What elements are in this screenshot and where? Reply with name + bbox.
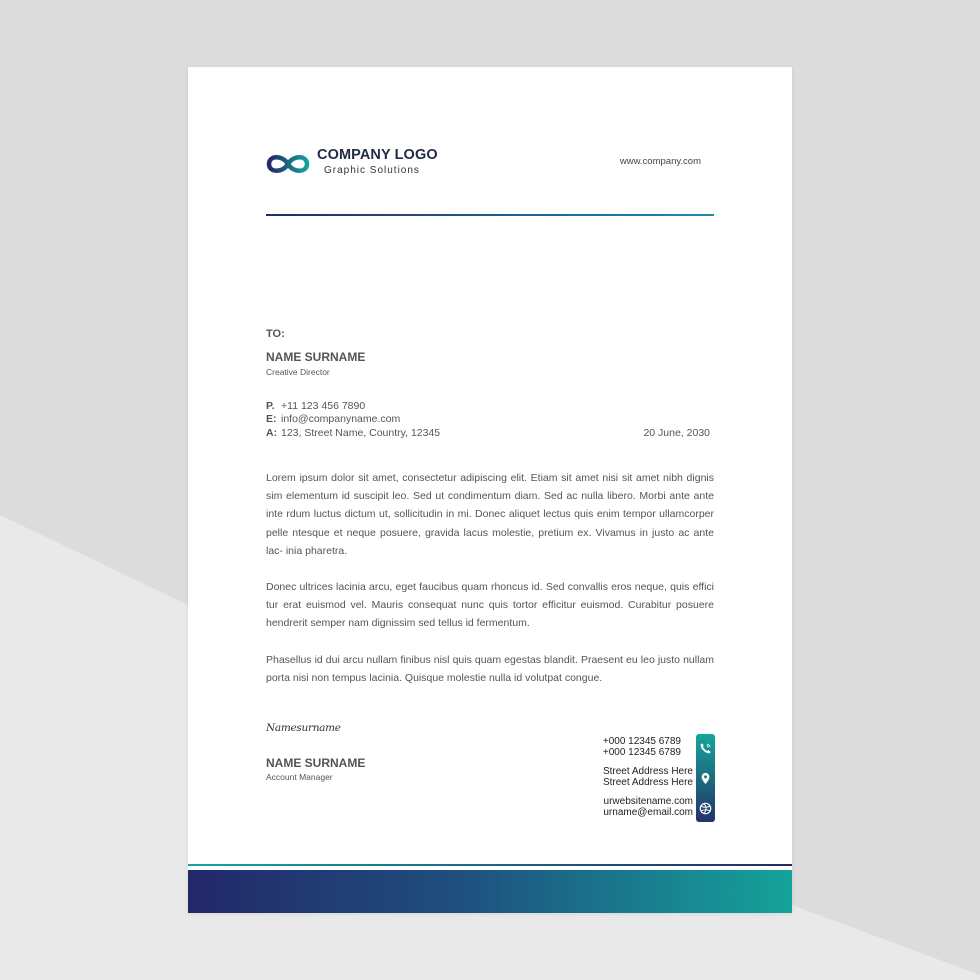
signer-name: NAME SURNAME (266, 756, 366, 770)
phone-icon (699, 742, 712, 755)
letter-date: 20 June, 2030 (643, 427, 710, 439)
body-paragraph: Lorem ipsum dolor sit amet, consectetur adipiscing elit. Etiam sit amet nisi sit amet nibh dignis sim elementum id suscipit leo. Sed ut condimentum diam. Sed ac nulla libero. Morbi ante ante inte rdum luctus dictum ut, sollicitudin in mi. Donec aliquet lectus quis enim tempor ullamcorper pelle ntesque et neque posuere, gravida lacus molestie, pretium ex. Vivamus in justo ac ante lac- inia pharetra. (266, 472, 714, 557)
location-pin-icon (699, 772, 712, 785)
footer-divider (188, 864, 792, 866)
body-paragraph: Donec ultrices lacinia arcu, eget faucibus quam rhoncus id. Sed convallis eros neque, quis effici tur erat euismod vel. Mauris consequat nunc quis tortor efficitur euismod. Curabitur posuere hendrerit semper nam dignissim sed tellus id fermentum. (266, 581, 714, 630)
recipient-phone: +11 123 456 7890 (281, 400, 366, 412)
to-label: TO: (266, 328, 285, 340)
handwritten-signature: Namesurname (266, 722, 341, 734)
header-website: www.company.com (619, 156, 701, 167)
globe-icon (699, 802, 712, 815)
body-paragraph: Phasellus id dui arcu nullam finibus nisl quis quam egestas blandit. Praesent eu leo justo nullam porta nisi non tempus lacinia. Quisque molestie nulla id volutpat congue. (266, 654, 714, 685)
recipient-role: Creative Director (266, 367, 330, 377)
infinity-logo-icon (265, 149, 311, 179)
footer-address: Street Address Here (602, 766, 693, 777)
signer-role: Account Manager (266, 772, 333, 782)
email-label: E: (266, 413, 277, 425)
contact-icon-bar (696, 734, 715, 822)
company-tagline: Graphic Solutions (324, 165, 420, 176)
footer-phone: +000 12345 6789 (602, 736, 681, 747)
footer-gradient-band (188, 870, 792, 913)
recipient-email: info@companyname.com (281, 413, 401, 425)
recipient-address: 123, Street Name, Country, 12345 (281, 427, 441, 439)
footer-address: Street Address Here (602, 777, 693, 788)
footer-phone: +000 12345 6789 (602, 747, 681, 758)
recipient-email-line (266, 413, 400, 425)
phone-label: P. (266, 400, 275, 412)
address-label: A: (266, 427, 278, 439)
recipient-address-line (266, 427, 440, 439)
letterhead-page (188, 67, 792, 913)
footer-website: urwebsitename.com (603, 796, 693, 807)
footer-email: urname@email.com (603, 807, 693, 818)
company-logo-title: COMPANY LOGO (317, 147, 438, 163)
recipient-phone-line (266, 400, 365, 412)
recipient-name: NAME SURNAME (266, 350, 366, 364)
header-divider (266, 214, 714, 216)
